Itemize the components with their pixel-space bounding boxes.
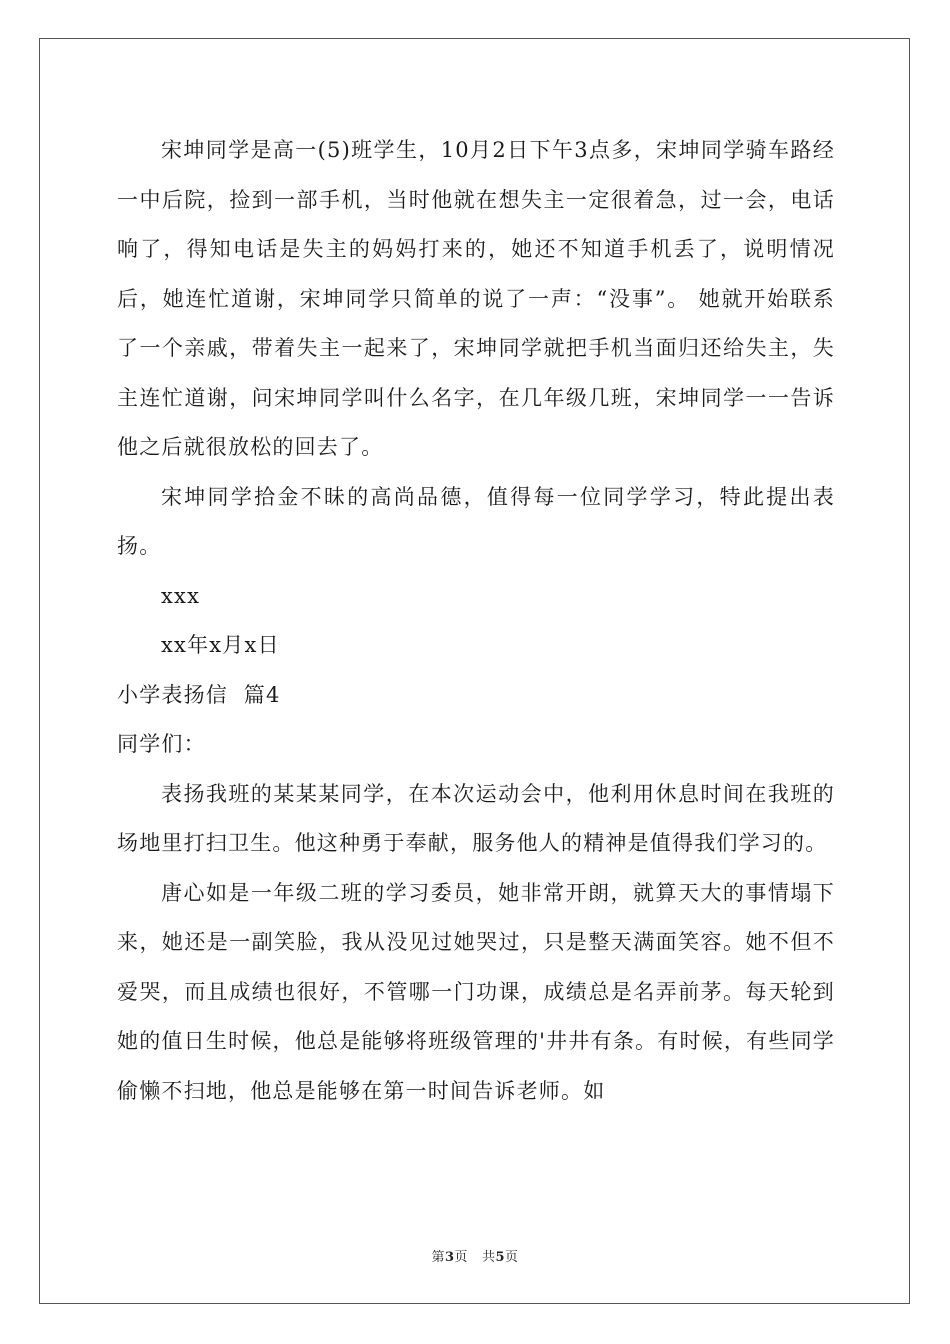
page-total: 5 <box>495 1250 506 1265</box>
page-suffix: 页 <box>454 1250 469 1265</box>
total-prefix: 共 <box>481 1250 496 1265</box>
page-prefix: 第 <box>431 1250 445 1265</box>
total-suffix: 页 <box>505 1250 519 1265</box>
salutation: 同学们： <box>117 732 206 756</box>
paragraph-incident: 宋坤同学是高一(5)班学生，10月2日下午3点多，宋坤同学骑车路经一中后院，捡到一部手机，当时他就在想失主一定很着急，过一会，电话响了，得知电话是失主的妈妈打来的，她还不知道手机丢了，说明情况后，她连忙道谢，宋坤同学只简单的说了一声：“没事”。 她就开始联系了一个亲戚，带着失主一起来了，宋坤同学就把手机当面归还给失主，失主连忙道谢，问宋坤同学叫什么名字，在几年级几班，宋坤同学一一告诉他之后就很放松的回去了。 <box>117 138 835 459</box>
signature-name: xxx <box>161 583 201 608</box>
paragraph-study-monitor: 唐心如是一年级二班的学习委员，她非常开朗，就算天大的事情塌下来，她还是一副笑脸，我从没见过她哭过，只是整天满面笑容。她不但不爱哭，而且成绩也很好，不管哪一门功课，成绩总是名弄前茅。每天轮到她的值日生时候，他总是能够将班级管理的'井井有条。有时候，有些同学偷懒不扫地，他总是能够在第一时间告诉老师。如 <box>117 880 835 1103</box>
section-heading: 小学表扬信 篇4 <box>117 682 281 707</box>
paragraph-sports-meet: 表扬我班的某某某同学，在本次运动会中，他利用休息时间在我班的场地里打扫卫生。他这种勇于奉献，服务他人的精神是值得我们学习的。 <box>117 781 835 855</box>
signature-date: xx年x月x日 <box>161 633 280 657</box>
paragraph-praise: 宋坤同学拾金不昧的高尚品德，值得每一位同学学习，特此提出表扬。 <box>117 484 835 558</box>
page-number: 3 <box>444 1250 455 1265</box>
document-body <box>117 126 835 1116</box>
page-footer <box>0 1246 950 1265</box>
